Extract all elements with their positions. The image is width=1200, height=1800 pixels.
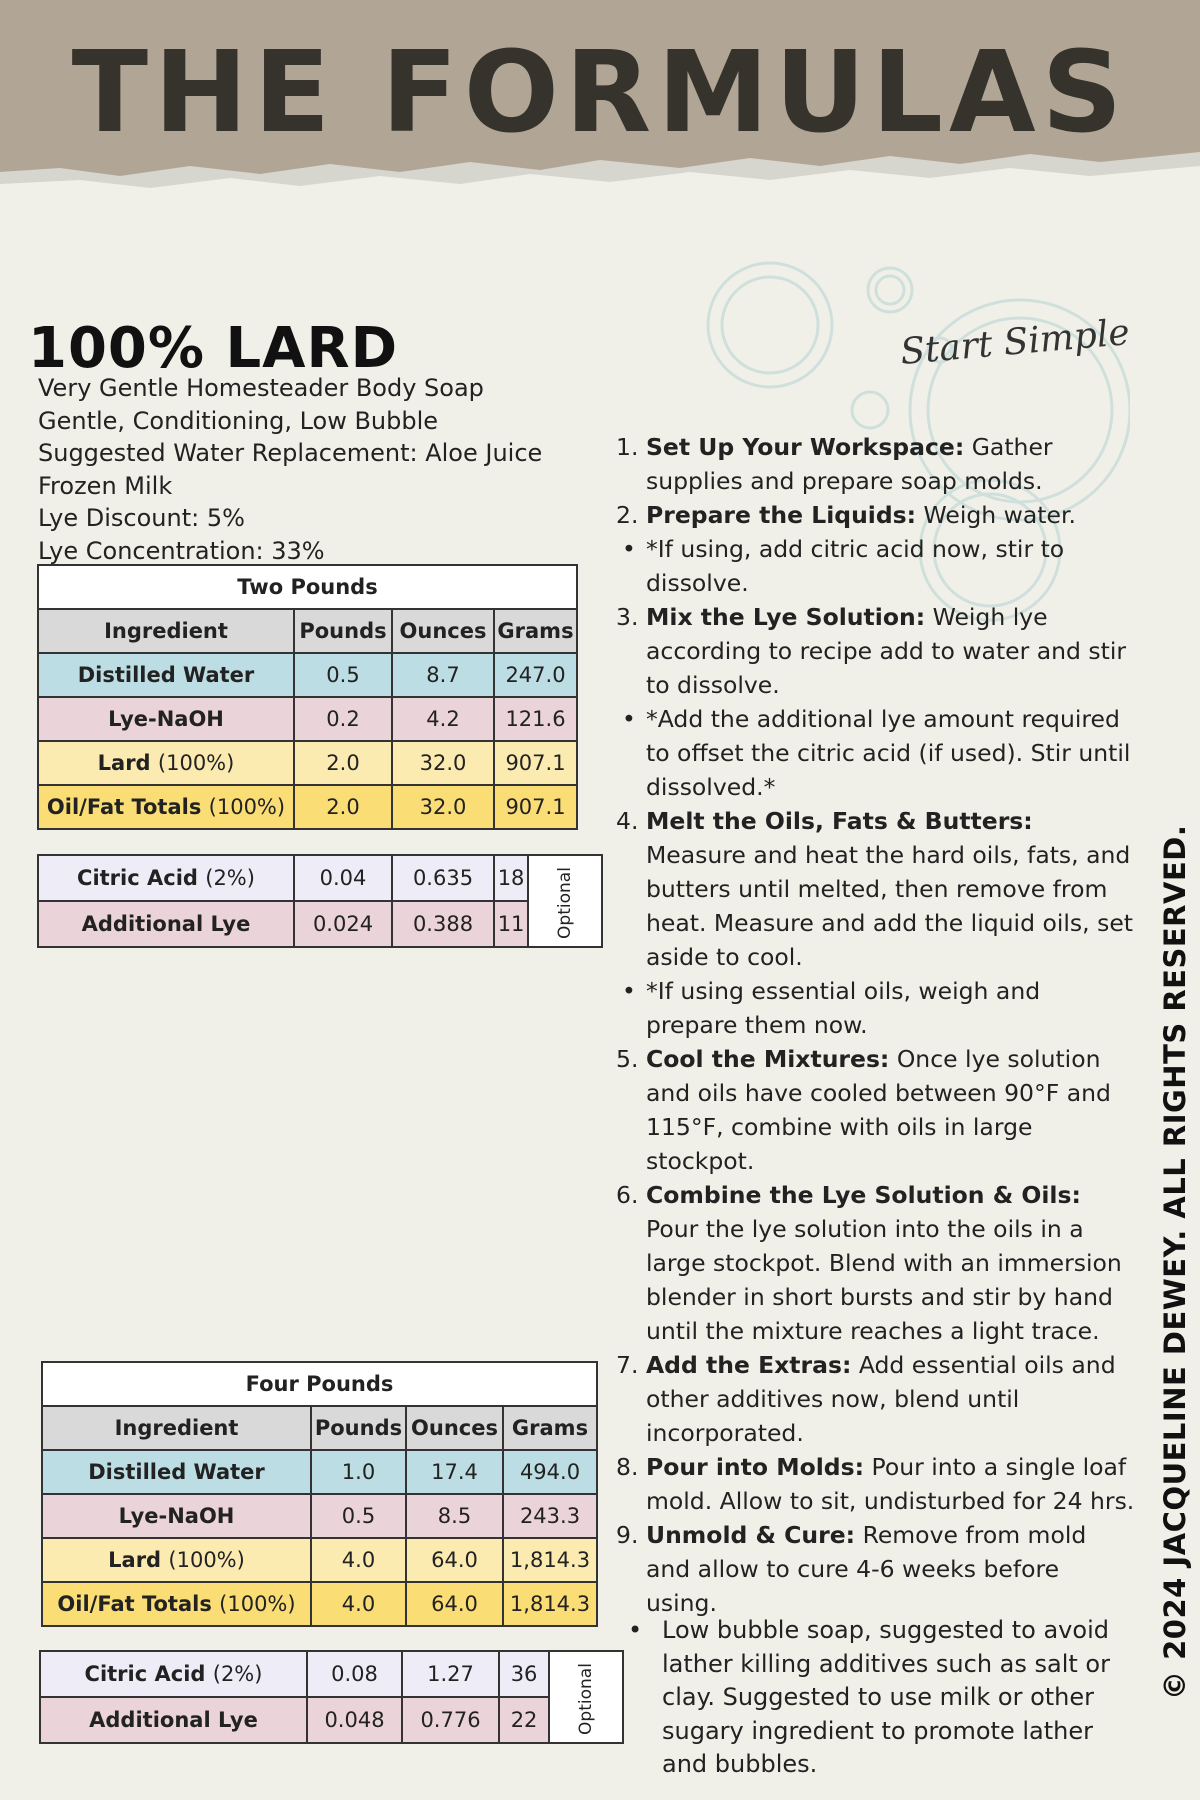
recipe-table-two-pounds	[37, 564, 578, 830]
pounds-cell: 2.0	[294, 785, 392, 829]
table-row	[42, 1538, 597, 1582]
ounces-cell: 0.635	[392, 855, 494, 901]
grams-cell: 18	[494, 855, 528, 901]
ounces-cell: 4.2	[392, 697, 494, 741]
table-row	[42, 1494, 597, 1538]
table-row	[38, 653, 577, 697]
info-line: Frozen Milk	[38, 471, 173, 500]
pounds-cell: 0.5	[311, 1494, 406, 1538]
ingredient-cell: Distilled Water	[42, 1450, 311, 1494]
pounds-cell: 0.2	[294, 697, 392, 741]
grams-cell: 11	[494, 901, 528, 947]
ounces-cell: 64.0	[406, 1582, 503, 1626]
instruction-step: 1. Set Up Your Workspace: Gather supplies and prepare soap molds.	[616, 433, 1053, 495]
table-row	[38, 855, 602, 901]
grams-cell: 22	[499, 1697, 549, 1743]
instruction-note: • *Add the additional lye amount required to offset the citric acid (if used). Stir until dissolved.*	[622, 705, 1131, 801]
grams-cell: 907.1	[494, 741, 577, 785]
instruction-step: 9. Unmold & Cure: Remove from mold and allow to cure 4-6 weeks before using.	[616, 1521, 1087, 1617]
script-tagline: Start Simple	[898, 312, 1132, 373]
column-header: Pounds	[311, 1406, 406, 1450]
ingredient-cell: Additional Lye	[40, 1697, 307, 1743]
ounces-cell: 8.7	[392, 653, 494, 697]
ingredient-cell: Oil/Fat Totals (100%)	[38, 785, 294, 829]
instruction-step: 4. Melt the Oils, Fats & Butters: Measure and heat the hard oils, fats, and butters until melted, then remove from heat. Measure and add the liquid oils, set aside to cool.	[616, 807, 1133, 971]
instruction-step: 2. Prepare the Liquids: Weigh water.	[616, 501, 1076, 529]
optional-table-two-pounds	[37, 854, 603, 948]
ounces-cell: 0.388	[392, 901, 494, 947]
instruction-step: 8. Pour into Molds: Pour into a single loaf mold. Allow to sit, undisturbed for 24 hrs.	[616, 1453, 1135, 1515]
optional-label: Optional	[528, 855, 602, 947]
bubble-note: • Low bubble soap, suggested to avoid lather killing additives such as salt or clay. Suggested to use milk or other sugary ingredient to promote lather and bubbles.	[628, 1616, 1110, 1778]
bullet-icon: •	[628, 1616, 643, 1644]
info-line: Lye Discount: 5%	[38, 504, 245, 532]
ingredient-cell: Citric Acid (2%)	[38, 855, 294, 901]
grams-cell: 121.6	[494, 697, 577, 741]
ounces-cell: 1.27	[402, 1651, 499, 1697]
recipe-info	[38, 372, 542, 567]
grams-cell: 907.1	[494, 785, 577, 829]
pounds-cell: 4.0	[311, 1538, 406, 1582]
grams-cell: 247.0	[494, 653, 577, 697]
grams-cell: 243.3	[503, 1494, 597, 1538]
pounds-cell: 0.5	[294, 653, 392, 697]
instruction-step: 3. Mix the Lye Solution: Weigh lye according to recipe add to water and stir to dissolve.	[616, 603, 1127, 699]
table-row	[38, 901, 602, 947]
page-title: THE FORMULAS	[71, 28, 1129, 158]
instruction-note: • *If using essential oils, weigh and prepare them now.	[622, 977, 1041, 1039]
instruction-step: 5. Cool the Mixtures: Once lye solution and oils have cooled between 90°F and 115°F, combine with oils in large stockpot.	[616, 1045, 1111, 1175]
grams-cell: 1,814.3	[503, 1582, 597, 1626]
ounces-cell: 8.5	[406, 1494, 503, 1538]
column-header: Ingredient	[42, 1406, 311, 1450]
table-header-row	[38, 609, 577, 653]
table-row	[40, 1651, 623, 1697]
recipe-title: 100% LARD	[28, 316, 399, 381]
optional-table-four-pounds	[39, 1650, 624, 1744]
optional-label: Optional	[549, 1651, 623, 1743]
column-header: Ounces	[392, 609, 494, 653]
table-caption: Four Pounds	[42, 1362, 597, 1406]
pounds-cell: 0.024	[294, 901, 392, 947]
pounds-cell: 1.0	[311, 1450, 406, 1494]
pounds-cell: 0.04	[294, 855, 392, 901]
ingredient-cell: Oil/Fat Totals (100%)	[42, 1582, 311, 1626]
instruction-step: 7. Add the Extras: Add essential oils and other additives now, blend until incorporated.	[616, 1351, 1116, 1447]
ounces-cell: 17.4	[406, 1450, 503, 1494]
table-row	[40, 1697, 623, 1743]
column-header: Pounds	[294, 609, 392, 653]
table-row	[42, 1450, 597, 1494]
ingredient-cell: Lye-NaOH	[42, 1494, 311, 1538]
column-header: Ingredient	[38, 609, 294, 653]
pounds-cell: 4.0	[311, 1582, 406, 1626]
info-line: Gentle, Conditioning, Low Bubble	[38, 406, 439, 435]
table-row	[38, 785, 577, 829]
ingredient-cell: Lard (100%)	[38, 741, 294, 785]
instruction-note: • *If using, add citric acid now, stir to dissolve.	[622, 535, 1065, 597]
column-header: Grams	[503, 1406, 597, 1450]
torn-paper-edge	[0, 150, 1200, 220]
ingredient-cell: Distilled Water	[38, 653, 294, 697]
ingredient-cell: Lye-NaOH	[38, 697, 294, 741]
column-header: Ounces	[406, 1406, 503, 1450]
ounces-cell: 0.776	[402, 1697, 499, 1743]
table-caption: Two Pounds	[38, 565, 577, 609]
ounces-cell: 64.0	[406, 1538, 503, 1582]
instructions-list	[616, 430, 1136, 1620]
recipe-table-four-pounds	[41, 1361, 598, 1627]
ounces-cell: 32.0	[392, 785, 494, 829]
table-row	[38, 741, 577, 785]
table-row	[38, 697, 577, 741]
table-header-row	[42, 1406, 597, 1450]
ingredient-cell: Lard (100%)	[42, 1538, 311, 1582]
table-row	[42, 1582, 597, 1626]
grams-cell: 36	[499, 1651, 549, 1697]
ingredient-cell: Additional Lye	[38, 901, 294, 947]
info-line: Lye Concentration: 33%	[38, 536, 325, 565]
grams-cell: 494.0	[503, 1450, 597, 1494]
column-header: Grams	[494, 609, 577, 653]
info-line: Suggested Water Replacement: Aloe Juice	[38, 439, 543, 467]
ingredient-cell: Citric Acid (2%)	[40, 1651, 307, 1697]
ounces-cell: 32.0	[392, 741, 494, 785]
instruction-step: 6. Combine the Lye Solution & Oils: Pour the lye solution into the oils in a large stockpot. Blend with an immersion blender in short bursts and stir by hand until the mixture reaches a light trace.	[616, 1181, 1122, 1345]
copyright-notice: © 2024 JACQUELINE DEWEY. ALL RIGHTS RESERVED.	[1158, 824, 1192, 1700]
pounds-cell: 0.048	[307, 1697, 402, 1743]
pounds-cell: 2.0	[294, 741, 392, 785]
pounds-cell: 0.08	[307, 1651, 402, 1697]
grams-cell: 1,814.3	[503, 1538, 597, 1582]
info-line: Very Gentle Homesteader Body Soap	[38, 374, 484, 402]
